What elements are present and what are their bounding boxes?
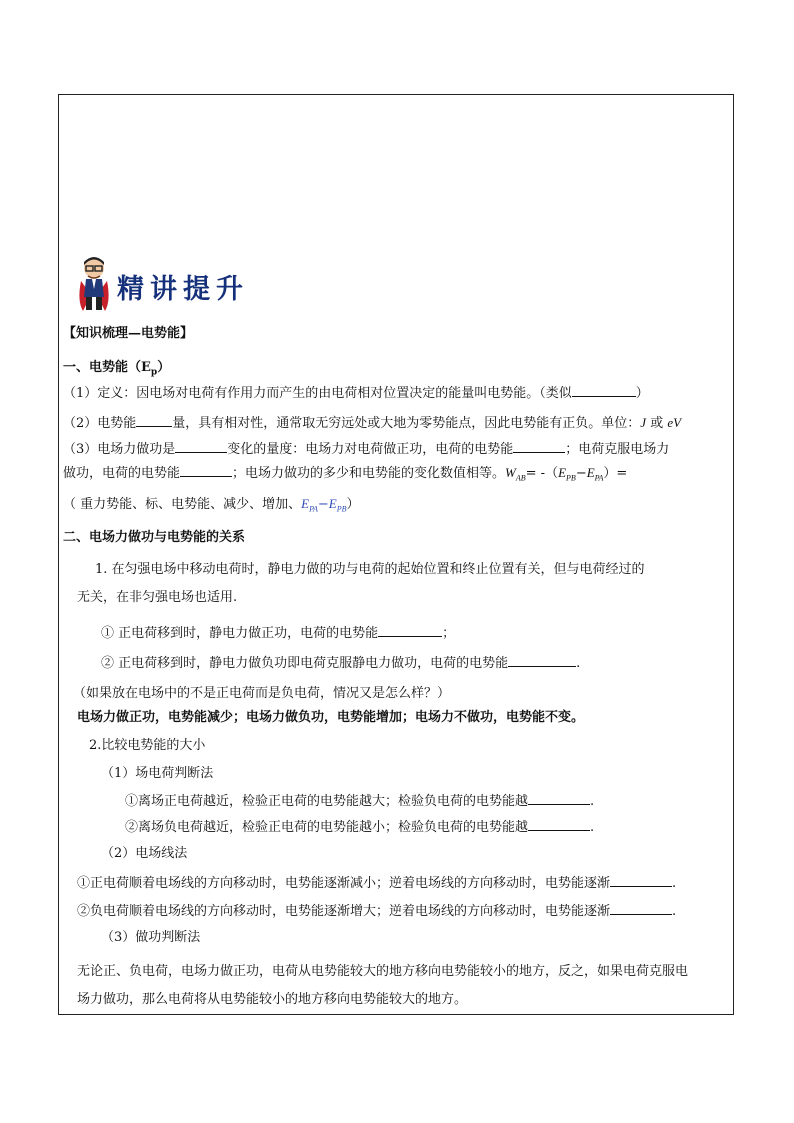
content-frame	[58, 94, 734, 1015]
s2-question: （如果放在电场中的不是正电荷而是负电荷，情况又是怎么样？）	[73, 686, 451, 701]
s2-item1: ① 正电荷移到时，静电力做正功，电荷的电势能 ；	[101, 623, 455, 643]
s1-answers: （ 重力势能、标、电势能、减少、增加、$E_{PA}-E_{PB}$）	[63, 496, 360, 514]
s2-p1: 1. 在匀强电场中移动电荷时，静电力做的功与电荷的起始位置和终止位置有关，但与电荷经过的	[95, 562, 645, 577]
method1-a: ①离场正电荷越近，检验正电荷的电势能越大；检验负电荷的电势能越 .	[125, 791, 594, 811]
s1-point2: （2）电势能 量，具有相对性，通常取无穷远处或大地为零势能点，因此电势能有正负。单位：J 或 eV	[63, 415, 682, 431]
s2-heading: 二、电场力做功与电势能的关系	[63, 530, 246, 545]
s1-point3-cont: 做功，电荷的电势能 ；电场力做功的多少和电势能的变化数值相等。$W_{AB}= -(E_{PB}-E_{PA})=$	[63, 465, 628, 483]
section-title: 【知识梳理—电势能】	[63, 326, 194, 341]
banner-title: 精讲提升	[117, 274, 249, 305]
teacher-mascot-icon	[77, 255, 111, 313]
method1-heading: （1）场电荷判断法	[101, 766, 214, 781]
s1-point3: （3）电场力做功是 变化的量度：电场力对电荷做正功，电荷的电势能 ；电荷克服电场力	[63, 439, 669, 459]
method2-a: ①正电荷顺着电场线的方向移动时，电势能逐渐减小；逆着电场线的方向移动时，电势能逐渐 .	[77, 873, 676, 893]
s1-heading: 一、电势能$(E_p)$	[63, 360, 171, 378]
method1-b: ②离场负电荷越近，检验正电荷的电势能越小；检验负电荷的电势能越 .	[125, 817, 594, 837]
s2-item2: ② 正电荷移到时，静电力做负功即电荷克服静电力做功，电荷的电势能 .	[101, 653, 580, 673]
s2-p1-cont: 无关，在非匀强电场也适用.	[77, 590, 238, 605]
s1-definition: （1）定义：因电场对电荷有作用力而产生的由电荷相对位置决定的能量叫电势能。（类似 ）	[63, 383, 649, 403]
s2-compare-heading: 2.比较电势能的大小	[89, 738, 206, 753]
s2-summary: 电场力做正功，电势能减少；电场力做负功，电势能增加；电场力不做功，电势能不变。	[77, 710, 585, 725]
method3-b: 场力做功，那么电荷将从电势能较小的地方移向电势能较大的地方。	[77, 992, 468, 1007]
method2-heading: （2）电场线法	[101, 846, 188, 861]
method2-b: ②负电荷顺着电场线的方向移动时，电势能逐渐增大；逆着电场线的方向移动时，电势能逐渐 .	[77, 901, 676, 921]
method3-heading: （3）做功判断法	[101, 930, 201, 945]
method3-a: 无论正、负电荷，电场力做正功，电荷从电势能较大的地方移向电势能较小的地方，反之，如果电荷克服电	[77, 964, 689, 979]
